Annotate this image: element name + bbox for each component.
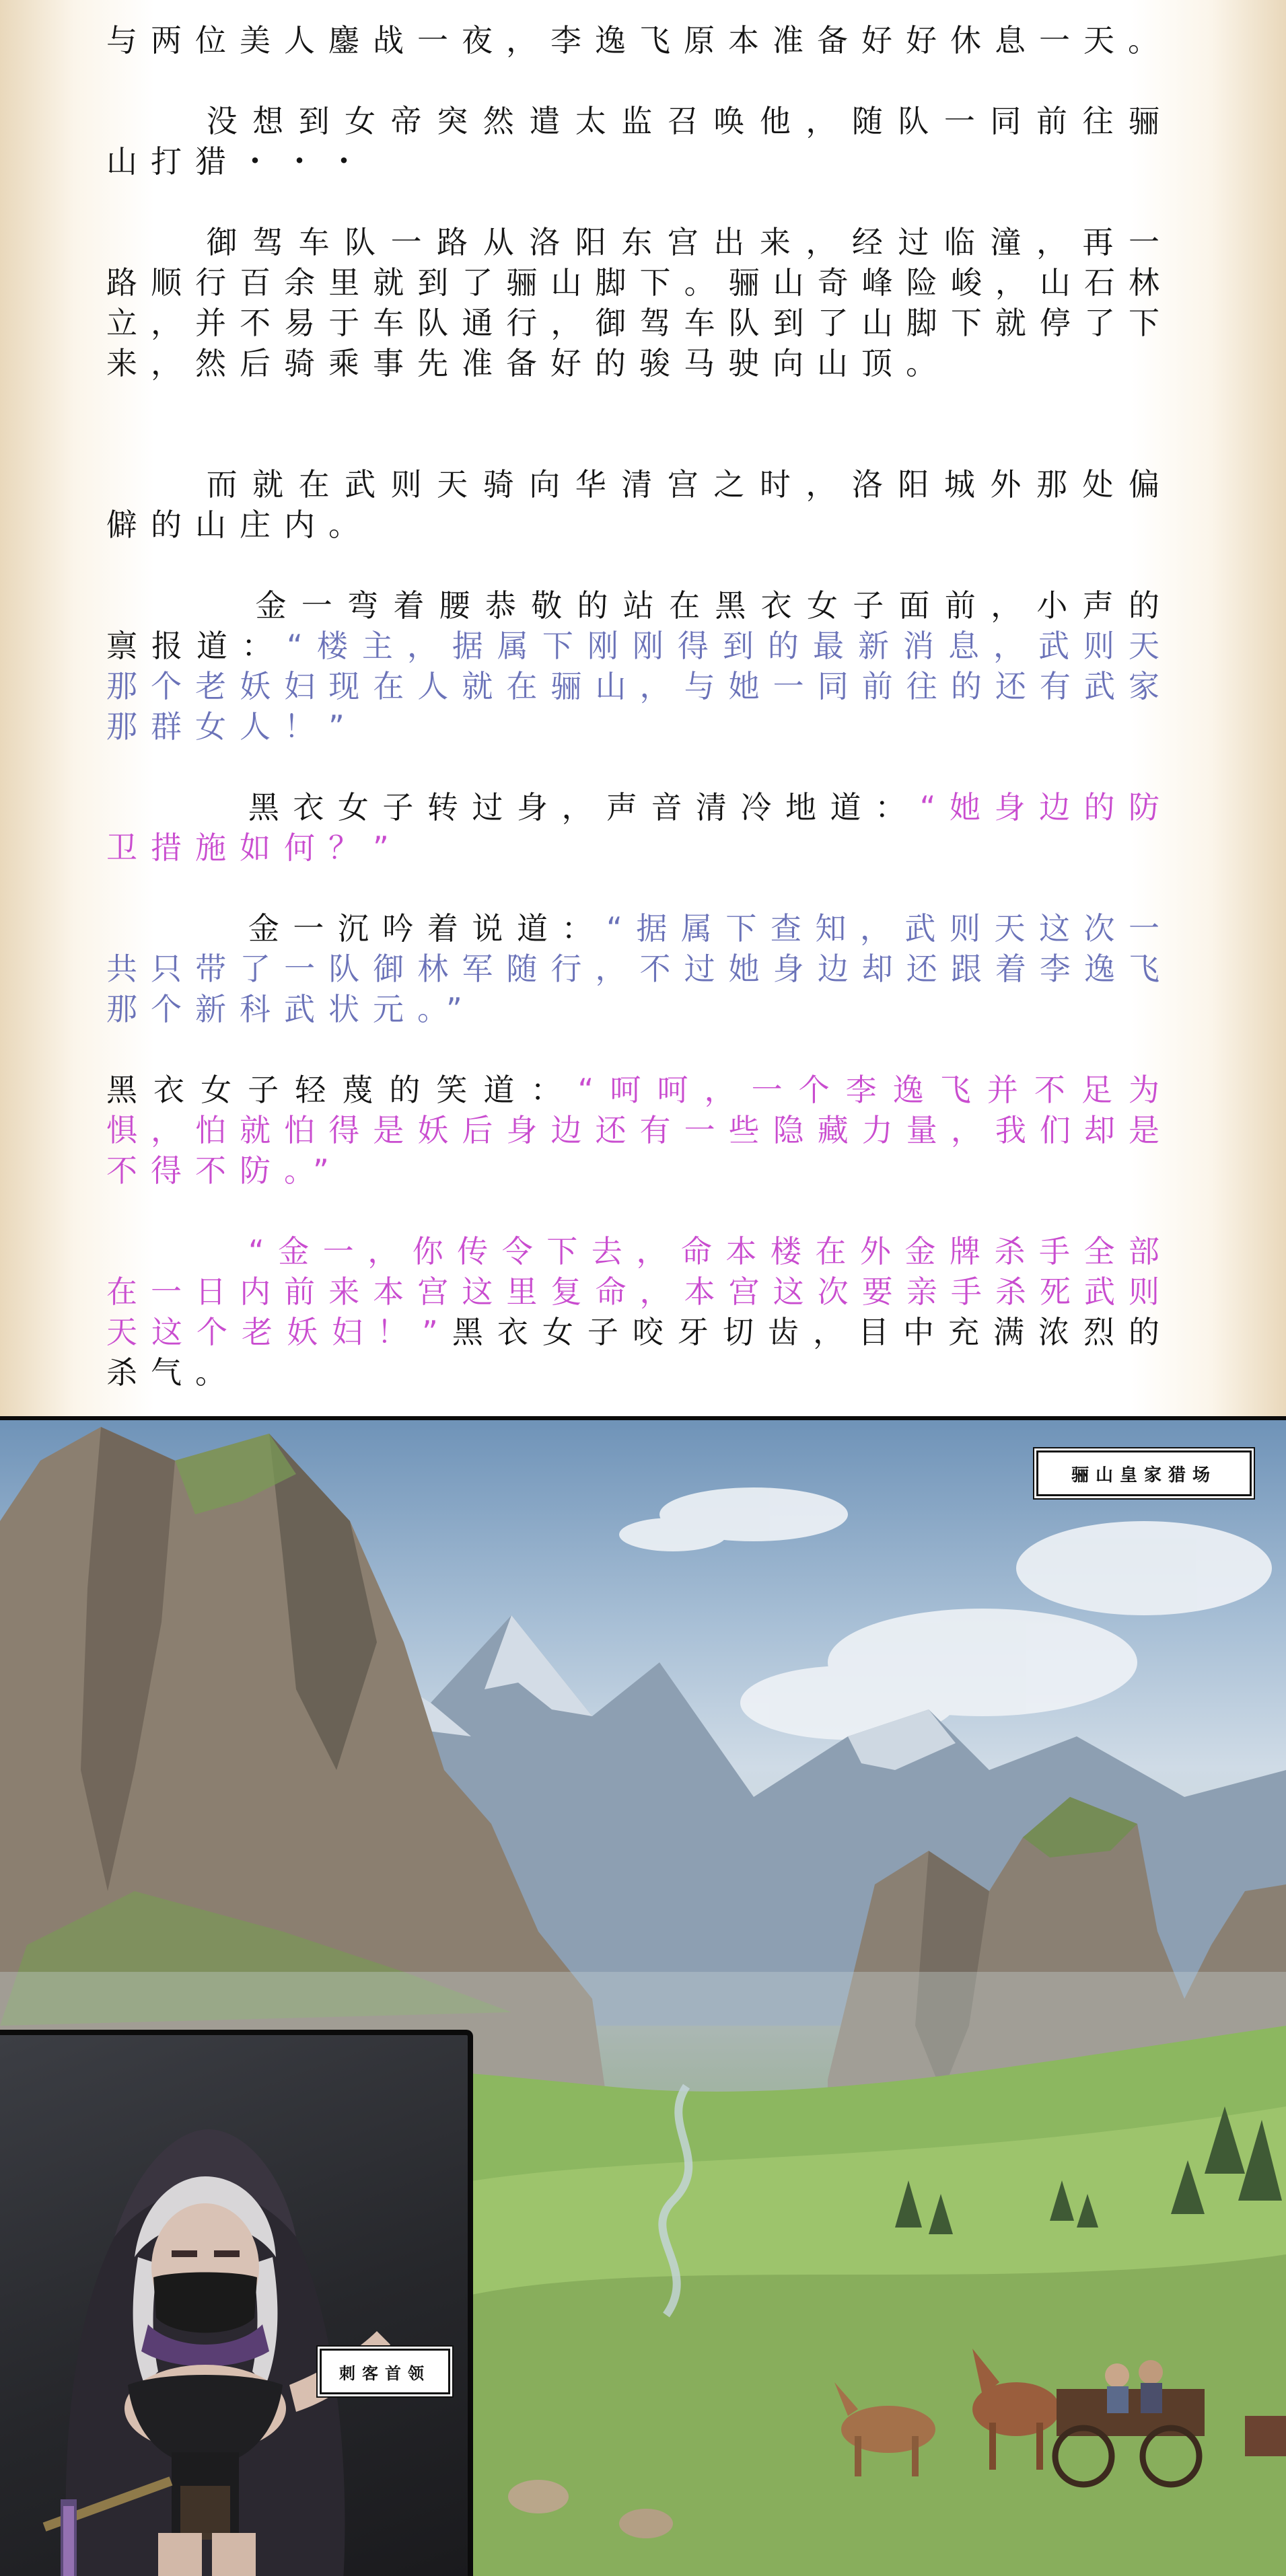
assassin-leader-portrait bbox=[0, 2035, 468, 2576]
paragraph-2 bbox=[106, 101, 1173, 182]
paragraph-6 bbox=[106, 787, 1173, 868]
narration: 御驾车队一路从洛阳东宫出来，经过临潼，再一路顺行百余里就到了骊山脚下。骊山奇峰险峻，山石林立，并不易于车队通行，御驾车队到了山脚下就停了下来，然后骑乘事先准备好的骏马驶向山顶。 bbox=[106, 224, 1173, 381]
character-caption: 刺客首领 bbox=[320, 2349, 450, 2394]
paragraph-1 bbox=[106, 20, 1173, 61]
dialogue-black-clad-woman: “她身边的防卫措施如何？” bbox=[106, 789, 1174, 866]
narration: 黑衣女子轻蔑的笑道： bbox=[106, 1072, 578, 1108]
dialogue-black-clad-woman: “呵呵，一个李逸飞并不足为惧，怕就怕得是妖后身边还有一些隐藏力量，我们却是不得不防。” bbox=[106, 1072, 1173, 1189]
paragraph-4 bbox=[106, 464, 1173, 545]
paragraph-7 bbox=[106, 908, 1173, 1029]
story-text bbox=[106, 20, 1173, 1433]
character-inset-panel bbox=[0, 2030, 473, 2576]
narration: 没想到女帝突然遣太监召唤他，随队一同前往骊山打猎・・・ bbox=[106, 103, 1173, 180]
narration: 与两位美人鏖战一夜，李逸飞原本准备好好休息一天。 bbox=[106, 22, 1172, 59]
narration: 黑衣女子转过身，声音清冷地道： bbox=[248, 789, 920, 825]
dialogue-jin-yi: “楼主，据属下刚刚得到的最新消息，武则天那个老妖妇现在人就在骊山，与她一同前往的还有武家那群女人！” bbox=[106, 628, 1173, 745]
narration: 黑衣女子咬牙切齿，目中充满浓烈的杀气。 bbox=[106, 1314, 1173, 1391]
paragraph-3 bbox=[106, 222, 1173, 383]
paragraph-8 bbox=[106, 1070, 1173, 1191]
narration: 而就在武则天骑向华清宫之时，洛阳城外那处偏僻的山庄内。 bbox=[106, 466, 1173, 543]
dialogue-black-clad-woman: “金一，你传令下去，命本楼在外金牌杀手全部在一日内前来本宫这里复命，本宫这次要亲手杀死武则天这个老妖妇！” bbox=[106, 1233, 1173, 1350]
mountain-landscape-illustration bbox=[0, 1416, 1286, 2576]
location-caption: 骊山皇家猎场 bbox=[1036, 1450, 1252, 1496]
paragraph-5 bbox=[106, 585, 1173, 747]
paragraph-9 bbox=[106, 1231, 1173, 1393]
narration: 金一弯着腰恭敬的站在黑衣女子面前，小声的禀报道： bbox=[106, 587, 1174, 664]
narration: 金一沉吟着说道： bbox=[248, 910, 606, 947]
clouds bbox=[619, 1487, 1272, 1740]
dialogue-jin-yi: “据属下查知，武则天这次一共只带了一队御林军随行，不过她身边却还跟着李逸飞那个新科武状元。” bbox=[106, 910, 1174, 1027]
